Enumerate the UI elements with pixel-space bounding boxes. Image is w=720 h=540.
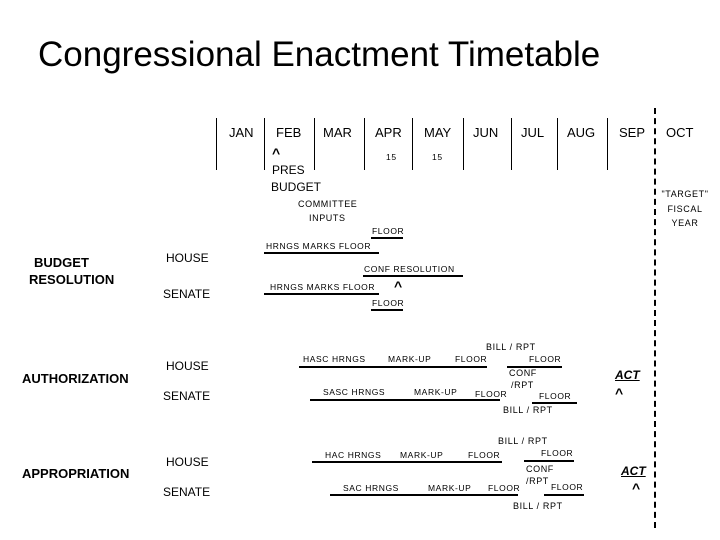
- budget-resolution-caret: ^: [394, 278, 403, 294]
- budget-senate-phases: HRNGS MARKS FLOOR: [270, 282, 376, 292]
- approp-house-bar: [312, 461, 502, 463]
- month-may: MAY: [424, 125, 452, 140]
- month-mar: MAR: [323, 125, 352, 140]
- auth-act: ACT: [615, 368, 640, 382]
- auth-house-bar: [299, 366, 487, 368]
- month-divider: [412, 118, 413, 170]
- approp-house-floor: FLOOR: [468, 450, 501, 460]
- approp-rpt: /RPT: [526, 476, 549, 486]
- approp-act: ACT: [621, 464, 646, 478]
- month-jan: JAN: [229, 125, 254, 140]
- month-jun: JUN: [473, 125, 499, 140]
- month-divider: [511, 118, 512, 170]
- authorization-label: AUTHORIZATION: [22, 371, 129, 386]
- auth-bill-rpt-top: BILL / RPT: [486, 342, 536, 352]
- pres-budget-line2: BUDGET: [271, 180, 322, 194]
- auth-senate-label: SENATE: [163, 389, 211, 403]
- month-apr: APR: [375, 125, 402, 140]
- approp-bill-rpt-bottom: BILL / RPT: [513, 501, 563, 511]
- auth-senate-floor: FLOOR: [475, 389, 508, 399]
- month-feb: FEB: [276, 125, 302, 140]
- budget-floor-bottom-bar: [371, 309, 403, 311]
- budget-senate-bar: [264, 293, 379, 295]
- budget-senate-label: SENATE: [163, 287, 211, 301]
- approp-house-floor-bar: [524, 460, 574, 462]
- month-divider: [216, 118, 217, 170]
- budget-house-label: HOUSE: [166, 251, 209, 265]
- budget-floor-top-bar: [371, 237, 403, 239]
- month-jul: JUL: [521, 125, 545, 140]
- auth-act-caret: ^: [615, 385, 624, 401]
- approp-floor-after-conf: FLOOR: [551, 482, 584, 492]
- budget-conf-resolution: CONF RESOLUTION: [364, 264, 455, 274]
- auth-conf: CONF: [509, 368, 537, 378]
- budget-floor-bottom: FLOOR: [372, 298, 405, 308]
- apr-15-label: 15: [386, 152, 397, 162]
- month-divider: [264, 118, 265, 170]
- month-divider: [463, 118, 464, 170]
- approp-house-markup: MARK-UP: [400, 450, 444, 460]
- month-sep: SEP: [619, 125, 646, 140]
- approp-senate-markup: MARK-UP: [428, 483, 472, 493]
- month-aug: AUG: [567, 125, 596, 140]
- approp-floor-top-right: FLOOR: [541, 448, 574, 458]
- may-15-label: 15: [432, 152, 443, 162]
- approp-conf-floor-bar: [544, 494, 584, 496]
- auth-conf-floor-bar: [532, 402, 577, 404]
- target-line2: FISCAL: [667, 204, 703, 214]
- budget-resolution-label-line1: BUDGET: [34, 255, 89, 270]
- auth-senate-bar: [310, 399, 500, 401]
- target-line1: "TARGET": [661, 189, 709, 199]
- approp-bill-rpt-top: BILL / RPT: [498, 436, 548, 446]
- approp-senate-bar: [330, 494, 518, 496]
- month-divider: [314, 118, 315, 170]
- target-line3: YEAR: [671, 218, 699, 228]
- approp-senate-label: SENATE: [163, 485, 211, 499]
- committee-inputs-line1: COMMITTEE: [298, 199, 358, 209]
- auth-sasc-hrngs: SASC HRNGS: [323, 387, 386, 397]
- approp-sac-hrngs: SAC HRNGS: [343, 483, 399, 493]
- auth-bill-rpt-bottom: BILL / RPT: [503, 405, 553, 415]
- auth-house-label: HOUSE: [166, 359, 209, 373]
- month-oct: OCT: [666, 125, 694, 140]
- pres-budget-line1: PRES: [272, 163, 305, 177]
- auth-rpt: /RPT: [511, 380, 534, 390]
- appropriation-label: APPROPRIATION: [22, 466, 130, 481]
- approp-senate-floor: FLOOR: [488, 483, 521, 493]
- approp-house-label: HOUSE: [166, 455, 209, 469]
- approp-hac-hrngs: HAC HRNGS: [325, 450, 382, 460]
- month-divider: [607, 118, 608, 170]
- auth-senate-markup: MARK-UP: [414, 387, 458, 397]
- budget-resolution-label-line2: RESOLUTION: [29, 272, 115, 287]
- auth-hasc-hrngs: HASC HRNGS: [303, 354, 366, 364]
- budget-house-phases: HRNGS MARKS FLOOR: [266, 241, 372, 251]
- auth-house-markup: MARK-UP: [388, 354, 432, 364]
- pres-budget-caret: ^: [272, 145, 281, 161]
- auth-house-floor: FLOOR: [455, 354, 488, 364]
- auth-floor-after-conf: FLOOR: [539, 391, 572, 401]
- auth-floor-right: FLOOR: [529, 354, 562, 364]
- month-divider: [557, 118, 558, 170]
- fiscal-year-boundary: [654, 108, 656, 528]
- approp-conf: CONF: [526, 464, 554, 474]
- approp-act-caret: ^: [632, 480, 641, 496]
- committee-inputs-line2: INPUTS: [309, 213, 346, 223]
- budget-floor-top: FLOOR: [372, 226, 405, 236]
- month-divider: [364, 118, 365, 170]
- budget-conf-bar: [363, 275, 463, 277]
- budget-house-bar: [264, 252, 379, 254]
- page-title: Congressional Enactment Timetable: [38, 35, 601, 74]
